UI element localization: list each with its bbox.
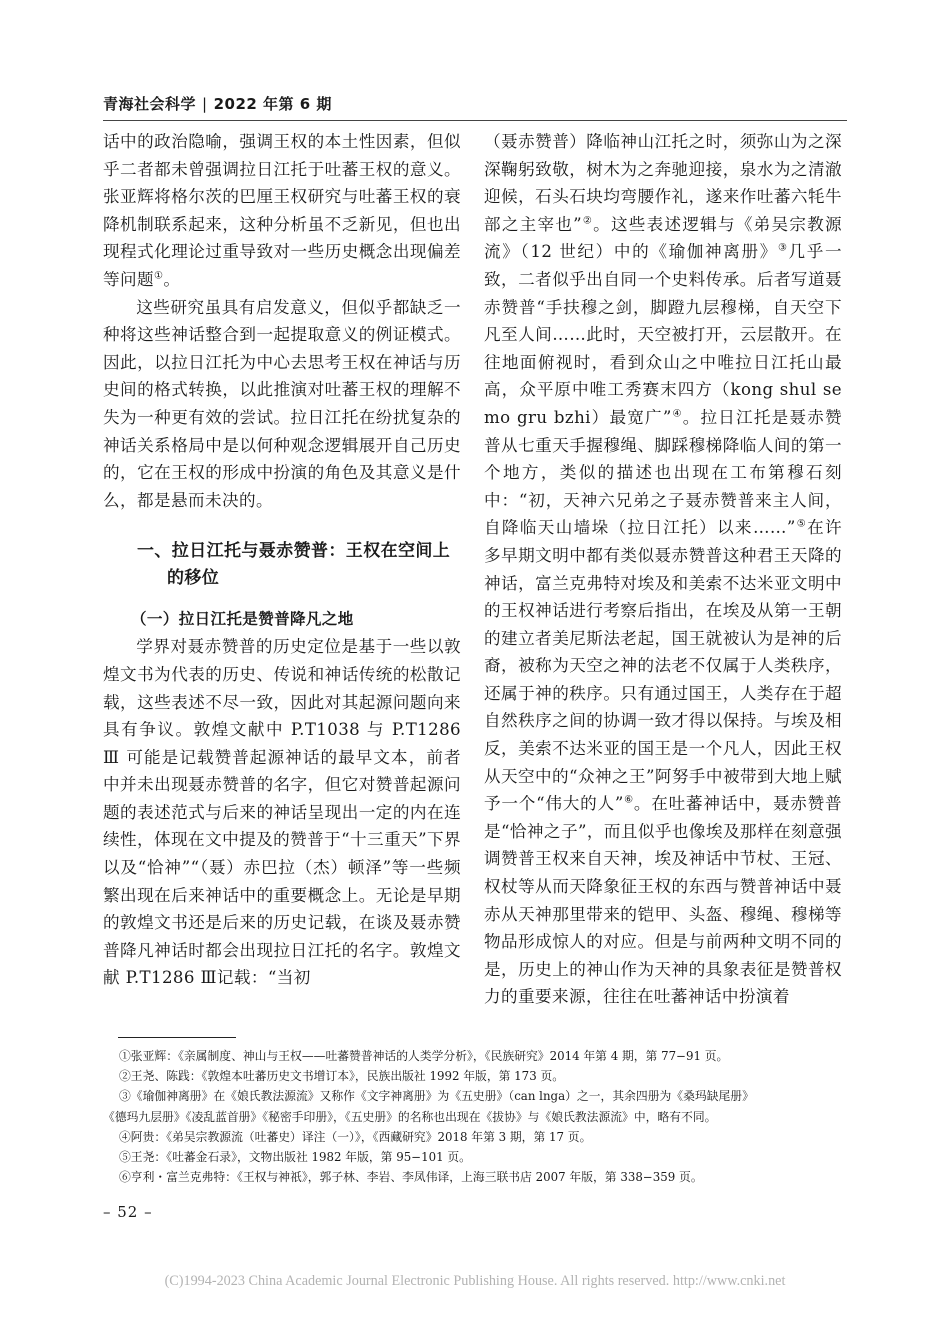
footnote: ④阿贵：《弟吴宗教源流（吐蕃史）译注（一）》，《西藏研究》2018 年第 3 期，第 17 页。 [119,1129,592,1144]
running-header [103,93,332,114]
footnote-ref[interactable]: ② [582,215,594,227]
footnote: ⑤王尧：《吐蕃金石录》，文物出版社 1982 年版，第 95−101 页。 [119,1150,471,1165]
section-heading [103,538,461,592]
paragraph-text: 。拉日江托是聂赤赞普从七重天手握穆绳、脚踩穆梯降临人间的第一个地方，类似的描述也出现在工布第穆石刻中：“初，天神六兄弟之子聂赤赞普来主人间，自降临天山墙垛（拉日江托）以来……” [484,407,842,538]
right-column [484,128,842,1011]
issue-label: 2022 年第 6 期 [213,95,332,113]
subsection-heading: （一）拉日江托是赞普降凡之地 [131,610,354,629]
footnote: ①张亚辉：《亲属制度、神山与王权——吐蕃赞普神话的人类学分析》，《民族研究》2014 年第 4 期，第 77−91 页。 [119,1049,729,1063]
footnote-ref[interactable]: ④ [671,408,683,420]
paragraph: 这些研究虽具有启发意义，但似乎都缺乏一种将这些神话整合到一起提取意义的例证模式。因此，以拉日江托为中心去思考王权在神话与历史间的格式转换，以此推演对吐蕃王权的理解不失为一种更有效的尝试。拉日江托在纷扰复杂的神话关系格局中是以何种观念逻辑展开自己历史的，它在王权的形成中扮演的角色及其意义是什么，都是悬而未决的。 [103,297,461,510]
footnote-ref[interactable]: ⑥ [623,794,634,806]
copyright-watermark: (C)1994-2023 China Academic Journal Electronic Publishing House. All rights reserved. http://www.cnki.net [164,1273,786,1289]
section-heading-line2: 的移位 [167,568,220,589]
footnotes [103,1046,843,1187]
footnote: ②王尧、陈践：《敦煌本吐蕃历史文书增订本》，民族出版社 1992 年版，第 173 页。 [119,1069,565,1084]
paragraph-text: 话中的政治隐喻，强调王权的本土性因素，但似乎二者都未曾强调拉日江托于吐蕃王权的意义。张亚辉将格尔茨的巴厘王权研究与吐蕃王权的衰降机制联系起来，这种分析虽不乏新见，但也出现程式化理论过重导致对一些历史概念出现偏差等问题 [103,132,461,289]
journal-name: 青海社会科学 [103,95,197,113]
paragraph-text: 在许多早期文明中都有类似聂赤赞普这种君王天降的神话，富兰克弗特对埃及和美索不达米亚文明中的王权神话进行考察后指出，在埃及从第一王朝的建立者美尼斯法老起，国王就被认为是神的后裔，被称为天空之神的法老不仅属于人类秩序，还属于神的秩序。只有通过国王，人类存在于超自然秩序之间的协调一致才得以保持。与埃及相反，美索不达米亚的国王是一个凡人，因此王权从天空中的“众神之王”阿努手中被带到大地上赋予一个“伟大的人” [484,518,842,814]
paragraph-text: 。在吐蕃神话中，聂赤赞普是“恰神之子”，而且似乎也像埃及那样在刻意强调赞普王权来自天神，埃及神话中节杖、王冠、权杖等从而天降象征王权的东西与赞普神话中聂赤从天神那里带来的铠甲、头盔、穆绳、穆梯等物品形成惊人的对应。但是与前两种文明不同的是，历史上的神山作为天神的具象表征是赞普权力的重要来源，往往在吐蕃神话中扮演着 [484,794,842,1007]
paragraph [103,128,461,294]
footnote: ③《瑜伽神离册》在《娘氏教法源流》又称作《文字神离册》为《五史册》（can lnga）之一，其余四册为《桑玛缺尾册》 [119,1089,754,1104]
footnote: ⑥亨利・富兰克弗特：《王权与神祇》，郭子林、李岩、李凤伟译，上海三联书店 2007 年版，第 338−359 页。 [119,1170,703,1185]
footnote-ref[interactable]: ⑤ [795,518,808,530]
header-separator: | [202,95,208,113]
paragraph-text: 。 [163,269,181,289]
paragraph-text: 几乎一致，二者似乎出自同一个史料传承。后者写道聂赤赞普“手扶穆之剑，脚蹬九层穆梯，自天空下凡至人间……此时，天空被打开，云层散开。在往地面俯视时，看到众山之中唯拉日江托山最高，众平原中唯工秀赛末四方（kong shul se mo gru bzhi）最宽广” [484,242,842,427]
paragraph-text: （聂赤赞普）降临神山江托之时，须弥山为之深深鞠躬致敬，树木为之奔驰迎接，泉水为之清澈迎候，石头石块均弯腰作礼，遂来作吐蕃六牦牛部之主宰也” [484,132,842,234]
paragraph [484,128,842,1011]
header-rule [103,120,847,121]
left-column [103,128,461,992]
paragraph: 学界对聂赤赞普的历史定位是基于一些以敦煌文书为代表的历史、传说和神话传统的松散记载，这些表述不尽一致，因此对其起源问题向来具有争议。敦煌文献中 P.T1038 与 P.T1286 Ⅲ 可能是记载赞普起源神话的最早文本，前者中并未出现聂赤赞普的名字，但它对赞普起源问题的表述范式与后来的神话呈现出一定的内在连续性，体现在文中提及的赞普于“十三重天”下界以及“恰神”“（聂）赤巴拉（杰）顿泽”等一些频繁出现在后来神话中的重要概念上。无论是早期的敦煌文书还是后来的历史记载，在谈及聂赤赞普降凡神话时都会出现拉日江托的名字。敦煌文献 P.T1286 Ⅲ记载：“当初 [103,637,461,988]
footnote-ref[interactable]: ① [153,270,164,282]
footnote-continuation: 《德玛九层册》《凌乱蓝首册》《秘密手印册》，《五史册》的名称也出现在《拔协》与《娘氏教法源流》中，略有不同。 [103,1109,717,1124]
paragraph-text: 。这些表述逻辑与《弟吴宗教源流》（12 世纪）中的《瑜伽神离册》 [484,214,843,262]
page-number: – 52 – [103,1203,153,1221]
footnote-ref[interactable]: ③ [777,242,789,254]
section-heading-line1: 一、拉日江托与聂赤赞普：王权在空间上 [137,541,451,562]
footnote-rule [118,1037,236,1038]
